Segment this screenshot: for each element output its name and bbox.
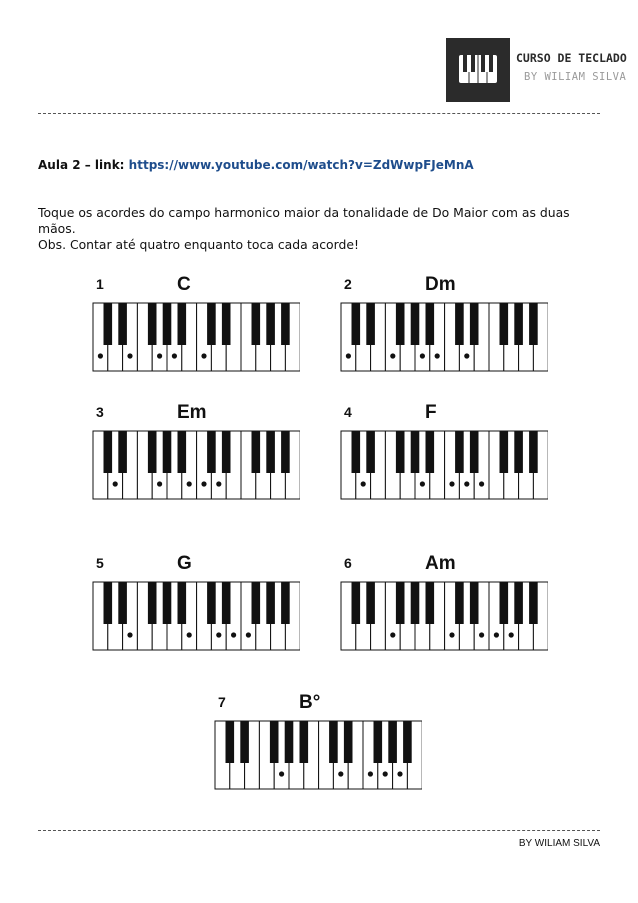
finger-dot bbox=[397, 771, 402, 776]
chord-name: Em bbox=[177, 402, 207, 423]
black-key bbox=[411, 582, 420, 624]
black-key bbox=[529, 582, 538, 624]
piano-keys-icon bbox=[446, 38, 510, 102]
black-key bbox=[266, 582, 275, 624]
chord-name: B° bbox=[299, 692, 321, 713]
chord-number: 1 bbox=[96, 276, 104, 292]
black-key bbox=[178, 431, 187, 473]
black-key bbox=[352, 582, 361, 624]
keyboard-diagram bbox=[340, 581, 548, 651]
black-key bbox=[207, 303, 216, 345]
black-key bbox=[118, 303, 127, 345]
finger-dot bbox=[231, 632, 236, 637]
finger-dot bbox=[390, 353, 395, 358]
black-key bbox=[366, 582, 375, 624]
black-key bbox=[426, 582, 435, 624]
lesson-label: Aula 2 – link: bbox=[38, 158, 125, 172]
logo-title: CURSO DE TECLADO bbox=[516, 51, 627, 65]
finger-dot bbox=[390, 632, 395, 637]
black-key bbox=[396, 582, 405, 624]
finger-dot bbox=[479, 632, 484, 637]
black-key bbox=[514, 431, 523, 473]
finger-dot bbox=[420, 353, 425, 358]
keyboard-diagram bbox=[92, 430, 300, 500]
black-key bbox=[266, 431, 275, 473]
black-key bbox=[529, 303, 538, 345]
black-key bbox=[104, 431, 113, 473]
black-key bbox=[500, 303, 509, 345]
black-key bbox=[226, 721, 235, 763]
black-key bbox=[222, 303, 231, 345]
black-key bbox=[403, 721, 412, 763]
finger-dot bbox=[157, 481, 162, 486]
black-key bbox=[118, 582, 127, 624]
finger-dot bbox=[187, 632, 192, 637]
black-key bbox=[426, 303, 435, 345]
black-key bbox=[285, 721, 294, 763]
black-key bbox=[366, 303, 375, 345]
finger-dot bbox=[279, 771, 284, 776]
finger-dot bbox=[187, 481, 192, 486]
black-key bbox=[344, 721, 353, 763]
finger-dot bbox=[479, 481, 484, 486]
keyboard-diagram bbox=[92, 302, 300, 372]
black-key bbox=[411, 431, 420, 473]
footer-divider bbox=[38, 830, 600, 831]
chord-number: 7 bbox=[218, 694, 226, 710]
black-key bbox=[163, 582, 172, 624]
black-key bbox=[396, 303, 405, 345]
finger-dot bbox=[246, 632, 251, 637]
chord-name: F bbox=[425, 402, 437, 423]
observation-text: Obs. Contar até quatro enquanto toca cada acorde! bbox=[38, 237, 359, 252]
chord-number: 4 bbox=[344, 404, 352, 420]
black-key bbox=[300, 721, 309, 763]
logo-subtitle: BY WILIAM SILVA bbox=[524, 71, 627, 83]
black-key bbox=[411, 303, 420, 345]
black-key bbox=[352, 431, 361, 473]
black-key bbox=[470, 582, 479, 624]
black-key bbox=[148, 582, 157, 624]
finger-dot bbox=[216, 632, 221, 637]
black-key bbox=[529, 431, 538, 473]
finger-dot bbox=[172, 353, 177, 358]
finger-dot bbox=[216, 481, 221, 486]
finger-dot bbox=[509, 632, 514, 637]
keyboard-diagram bbox=[214, 720, 422, 790]
black-key bbox=[207, 582, 216, 624]
black-key bbox=[396, 431, 405, 473]
footer-text: BY WILIAM SILVA bbox=[518, 838, 600, 849]
finger-dot bbox=[361, 481, 366, 486]
black-key bbox=[178, 303, 187, 345]
black-key bbox=[514, 582, 523, 624]
black-key bbox=[252, 303, 261, 345]
black-key bbox=[104, 582, 113, 624]
black-key bbox=[374, 721, 383, 763]
black-key bbox=[455, 582, 464, 624]
black-key bbox=[470, 303, 479, 345]
black-key bbox=[178, 582, 187, 624]
instruction-text: Toque os acordes do campo harmonico maior da tonalidade de Do Maior com as duas mãos. bbox=[38, 205, 570, 236]
finger-dot bbox=[338, 771, 343, 776]
black-key bbox=[514, 303, 523, 345]
chord-number: 5 bbox=[96, 555, 104, 571]
chord-name: C bbox=[177, 274, 191, 295]
black-key bbox=[163, 303, 172, 345]
keyboard-diagram bbox=[92, 581, 300, 651]
chord-name: Dm bbox=[425, 274, 456, 295]
finger-dot bbox=[346, 353, 351, 358]
finger-dot bbox=[113, 481, 118, 486]
finger-dot bbox=[420, 481, 425, 486]
black-key bbox=[329, 721, 338, 763]
finger-dot bbox=[201, 353, 206, 358]
black-key bbox=[281, 303, 290, 345]
keyboard-diagram bbox=[340, 302, 548, 372]
black-key bbox=[455, 303, 464, 345]
finger-dot bbox=[157, 353, 162, 358]
header-divider bbox=[38, 113, 600, 114]
black-key bbox=[148, 431, 157, 473]
chord-name: G bbox=[177, 553, 192, 574]
black-key bbox=[366, 431, 375, 473]
black-key bbox=[118, 431, 127, 473]
black-key bbox=[500, 582, 509, 624]
instructions bbox=[38, 205, 608, 253]
black-key bbox=[470, 431, 479, 473]
finger-dot bbox=[449, 632, 454, 637]
chord-number: 3 bbox=[96, 404, 104, 420]
finger-dot bbox=[464, 353, 469, 358]
black-key bbox=[104, 303, 113, 345]
chord-number: 6 bbox=[344, 555, 352, 571]
finger-dot bbox=[494, 632, 499, 637]
black-key bbox=[252, 582, 261, 624]
black-key bbox=[163, 431, 172, 473]
black-key bbox=[148, 303, 157, 345]
black-key bbox=[222, 431, 231, 473]
keyboard-diagram bbox=[340, 430, 548, 500]
black-key bbox=[455, 431, 464, 473]
black-key bbox=[388, 721, 397, 763]
finger-dot bbox=[127, 353, 132, 358]
chord-number: 2 bbox=[344, 276, 352, 292]
black-key bbox=[426, 431, 435, 473]
black-key bbox=[281, 431, 290, 473]
brand-logo bbox=[446, 38, 627, 102]
lesson-link[interactable]: https://www.youtube.com/watch?v=ZdWwpFJeMnA bbox=[128, 158, 474, 172]
lesson-line bbox=[38, 158, 474, 172]
finger-dot bbox=[449, 481, 454, 486]
finger-dot bbox=[98, 353, 103, 358]
black-key bbox=[500, 431, 509, 473]
finger-dot bbox=[464, 481, 469, 486]
black-key bbox=[222, 582, 231, 624]
finger-dot bbox=[127, 632, 132, 637]
black-key bbox=[281, 582, 290, 624]
black-key bbox=[252, 431, 261, 473]
finger-dot bbox=[201, 481, 206, 486]
chord-name: Am bbox=[425, 553, 456, 574]
black-key bbox=[240, 721, 249, 763]
black-key bbox=[207, 431, 216, 473]
finger-dot bbox=[435, 353, 440, 358]
black-key bbox=[266, 303, 275, 345]
finger-dot bbox=[383, 771, 388, 776]
black-key bbox=[270, 721, 279, 763]
finger-dot bbox=[368, 771, 373, 776]
black-key bbox=[352, 303, 361, 345]
